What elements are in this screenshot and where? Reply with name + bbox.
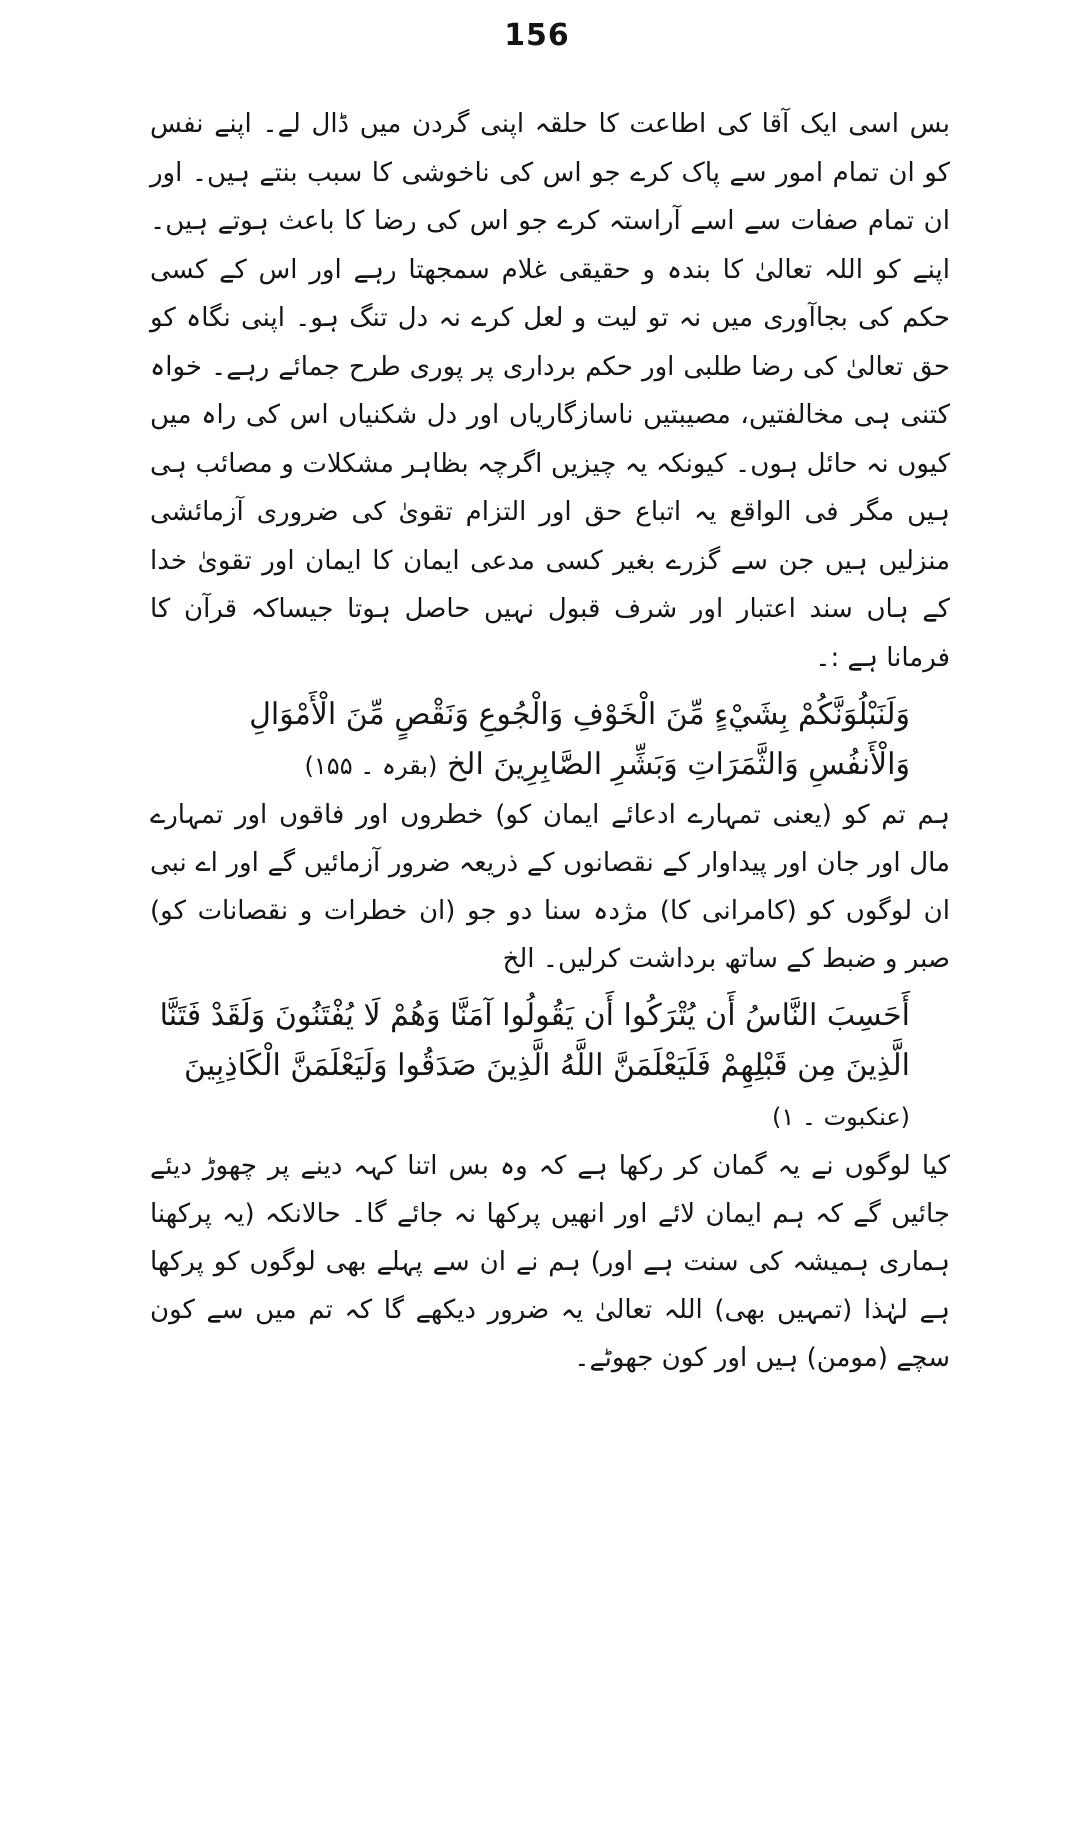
verse-reference: (عنکبوت ۔ ۱) — [772, 1103, 910, 1131]
verse-text: وَلَنَبْلُوَنَّكُمْ بِشَيْءٍ مِّنَ الْخَوْفِ وَالْجُوعِ وَنَقْصٍ مِّنَ الْأَمْوَالِ وَالْأَنفُسِ وَالثَّمَرَاتِ وَبَشِّرِ الصَّابِرِينَ الخ — [249, 697, 910, 782]
quran-verse-baqarah — [150, 690, 910, 791]
verse-reference: (بقرہ ۔ ۱۵۵) — [304, 752, 438, 780]
quran-verse-ankabut — [150, 991, 910, 1142]
page-body — [150, 100, 950, 1382]
translation-paragraph-1: ہم تم کو (یعنی تمہارے ادعائے ایمان کو) خطروں اور فاقوں اور تمہارے مال اور جان اور پیداوار کے نقصانوں کے ذریعہ ضرور آزمائیں گے اور اے نبی ان لوگوں کو (کامرانی کا) مژدہ سنا دو جو (ان خطرات و نقصانات کو) صبر و ضبط کے ساتھ برداشت کرلیں۔ الخ — [150, 800, 950, 974]
verse-text: أَحَسِبَ النَّاسُ أَن يُتْرَكُوا أَن يَقُولُوا آمَنَّا وَهُمْ لَا يُفْتَنُونَ وَلَقَدْ فَتَنَّا الَّذِينَ مِن قَبْلِهِمْ فَلَيَعْلَمَنَّ اللَّهُ الَّذِينَ صَدَقُوا وَلَيَعْلَمَنَّ الْكَاذِبِينَ — [159, 998, 910, 1083]
page-number: 156 — [504, 18, 570, 53]
opening-paragraph: بس اسی ایک آقا کی اطاعت کا حلقہ اپنی گردن میں ڈال لے۔ اپنے نفس کو ان تمام امور سے پاک کرے جو اس کی ناخوشی کا سبب بنتے ہیں۔ اور ان تمام صفات سے اسے آراستہ کرے جو اس کی رضا کا باعث ہوتے ہیں۔ اپنے کو اللہ تعالیٰ کا بندہ و حقیقی غلام سمجھتا رہے اور اس کے کسی حکم کی بجاآوری میں نہ تو لیت و لعل کرے نہ دل تنگ ہو۔ اپنی نگاہ کو حق تعالیٰ کی رضا طلبی اور حکم برداری پر پوری طرح جمائے رہے۔ خواہ کتنی ہی مخالفتیں، مصیبتیں ناسازگاریاں اور دل شکنیاں اس کی راہ میں کیوں نہ حائل ہوں۔ کیونکہ یہ چیزیں اگرچہ بظاہر مشکلات و مصائب ہی ہیں مگر فی الواقع یہ اتباع حق اور التزام تقویٰ کی ضروری آزمائشی منزلیں ہیں جن سے گزرے بغیر کسی مدعی ایمان کا ایمان اور تقویٰ خدا کے ہاں سند اعتبار اور شرف قبول نہیں حاصل ہوتا جیساکہ قرآن کا فرمانا ہے :۔ — [150, 109, 950, 673]
translation-paragraph-2: کیا لوگوں نے یہ گمان کر رکھا ہے کہ وہ بس اتنا کہہ دینے پر چھوڑ دیئے جائیں گے کہ ہم ایمان لائے اور انھیں پرکھا نہ جائے گا۔ حالانکہ (یہ پرکھنا ہماری ہمیشہ کی سنت ہے اور) ہم نے ان سے پہلے بھی لوگوں کو پرکھا ہے لہٰذا (تمہیں بھی) اللہ تعالیٰ یہ ضرور دیکھے گا کہ تم میں سے کون سچے (مومن) ہیں اور کون جھوٹے۔ — [150, 1151, 950, 1373]
